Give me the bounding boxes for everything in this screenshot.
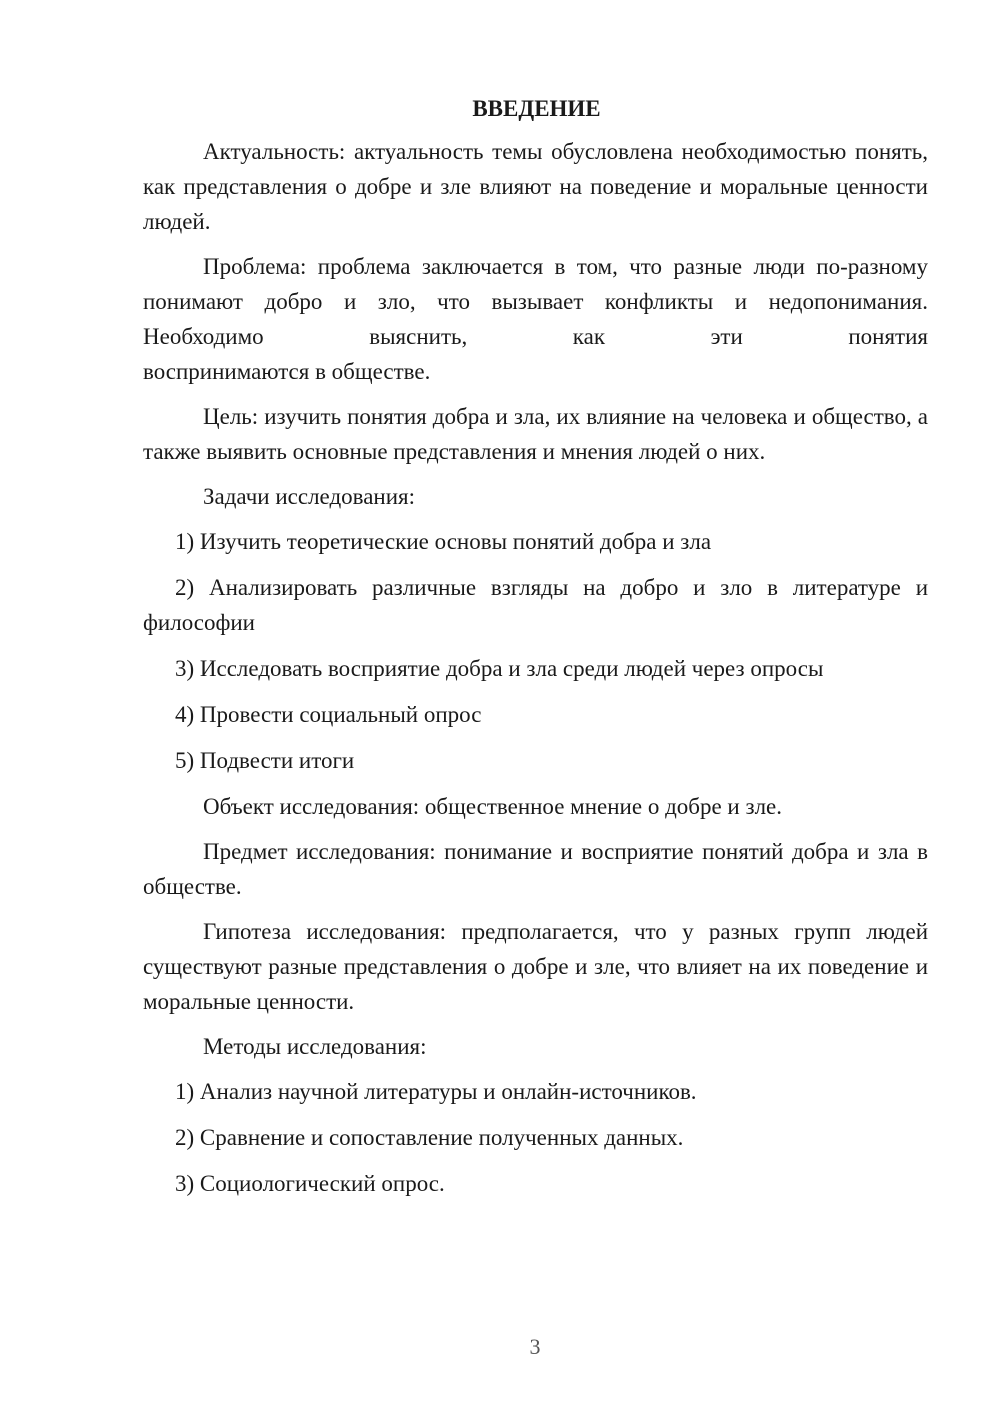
method-item-1: 1) Анализ научной литературы и онлайн-источников. bbox=[175, 1079, 697, 1104]
page-number: 3 bbox=[529, 1334, 541, 1359]
goal-paragraph: Цель: изучить понятия добра и зла, их влияние на человека и общество, а также выявить основные представления и мнения людей о них. bbox=[143, 404, 928, 464]
section-heading: ВВЕДЕНИЕ bbox=[472, 96, 601, 121]
task-item-2: 2) Анализировать различные взгляды на добро и зло в литературе и философии bbox=[143, 575, 928, 635]
task-item-3: 3) Исследовать восприятие добра и зла среди людей через опросы bbox=[175, 656, 824, 681]
document-body bbox=[143, 92, 928, 1212]
method-item-2: 2) Сравнение и сопоставление полученных данных. bbox=[175, 1125, 684, 1150]
methods-title: Методы исследования: bbox=[203, 1034, 427, 1059]
task-item-5: 5) Подвести итоги bbox=[175, 748, 355, 773]
tasks-title: Задачи исследования: bbox=[203, 484, 416, 509]
relevance-paragraph: Актуальность: актуальность темы обусловлена необходимостью понять, как представления о добре и зле влияют на поведение и моральные ценности людей. bbox=[143, 139, 928, 234]
hypothesis-paragraph: Гипотеза исследования: предполагается, что у разных групп людей существуют разные представления о добре и зле, что влияет на их поведение и моральные ценности. bbox=[143, 919, 928, 1014]
problem-paragraph-end: воспринимаются в обществе. bbox=[143, 359, 431, 384]
task-item-1: 1) Изучить теоретические основы понятий добра и зла bbox=[175, 529, 712, 554]
problem-paragraph: Проблема: проблема заключается в том, что разные люди по-разному понимают добро и зло, что вызывает конфликты и недопонимания. Необходимо выяснить, как эти понятия bbox=[143, 254, 928, 349]
subject-paragraph: Предмет исследования: понимание и восприятие понятий добра и зла в обществе. bbox=[143, 839, 928, 899]
task-item-4: 4) Провести социальный опрос bbox=[175, 702, 482, 727]
object-paragraph: Объект исследования: общественное мнение о добре и зле. bbox=[203, 794, 783, 819]
method-item-3: 3) Социологический опрос. bbox=[175, 1171, 445, 1196]
